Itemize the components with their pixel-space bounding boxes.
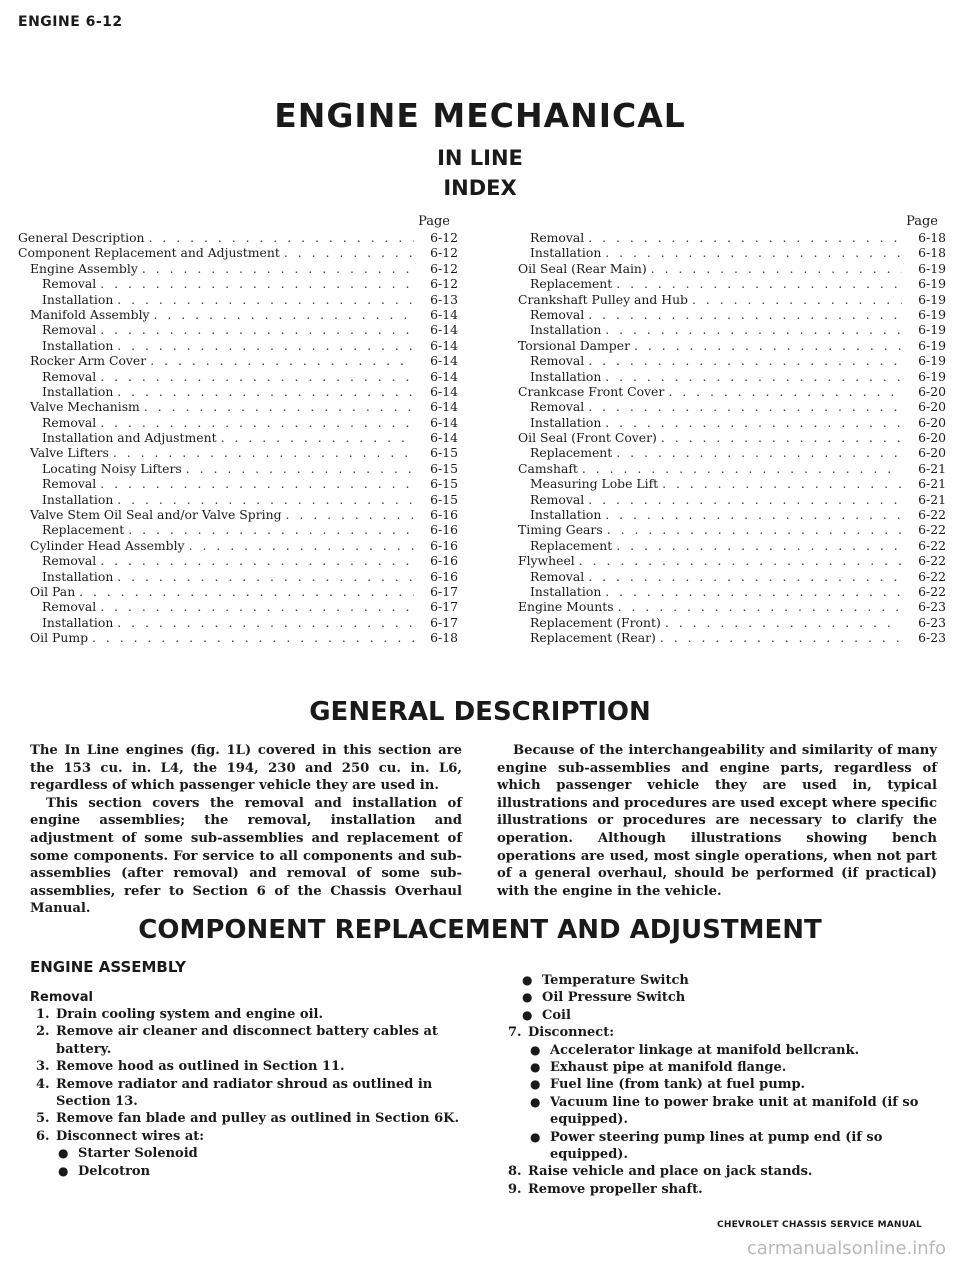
index-entry xyxy=(506,538,946,553)
bullet-icon: ● xyxy=(522,990,533,1005)
leader-dots xyxy=(584,353,902,368)
leader-dots xyxy=(96,369,414,384)
index-entry-page: 6-15 xyxy=(430,445,458,461)
leader-dots xyxy=(113,384,414,399)
index-entry xyxy=(18,384,458,399)
index-entry xyxy=(506,322,946,337)
leader-dots xyxy=(601,584,902,599)
bullet-icon: ● xyxy=(530,1060,541,1075)
removal-heading: Removal xyxy=(30,990,94,1005)
index-entry-page: 6-16 xyxy=(430,568,458,584)
index-entry-page: 6-20 xyxy=(918,430,946,446)
leader-dots xyxy=(217,430,414,445)
index-entry-label: Installation xyxy=(42,383,114,399)
index-entry-label: Removal xyxy=(42,414,97,430)
bullet-icon: ● xyxy=(530,1077,541,1092)
bullet-icon: ● xyxy=(522,1007,533,1022)
index-entry-label: Installation xyxy=(530,322,602,338)
bullet-item xyxy=(508,1042,928,1059)
index-entry-label: Locating Noisy Lifters xyxy=(42,460,182,476)
index-entry-page: 6-14 xyxy=(430,414,458,430)
index-entry-page: 6-19 xyxy=(918,353,946,369)
bullet-item xyxy=(508,972,928,989)
leader-dots xyxy=(146,353,414,368)
index-entry xyxy=(506,492,946,507)
index-entry-label: Installation xyxy=(530,245,602,261)
index-entry-label: Replacement xyxy=(530,276,613,292)
index-entry xyxy=(18,476,458,491)
index-entry-label: Installation xyxy=(530,414,602,430)
index-entry-page: 6-21 xyxy=(918,460,946,476)
index-entry xyxy=(506,245,946,260)
index-entry-label: Replacement (Rear) xyxy=(530,630,656,646)
leader-dots xyxy=(96,276,414,291)
bullet-icon: ● xyxy=(58,1163,69,1178)
index-entry-page: 6-14 xyxy=(430,368,458,384)
paragraph: Because of the interchangeability and similarity of many engine sub-assemblies and engine parts, regardless of which passenger vehicle they are used in, typical illustrations and procedures are used except where specific illustrations or procedures are necessary to clarify the operation. Although illustrations showing bench operations are used, most single operations, when not part of a general overhaul, should be performed (if practical) with the engine in the vehicle. xyxy=(497,743,937,899)
leader-dots xyxy=(96,599,414,614)
index-entry-label: Engine Mounts xyxy=(518,599,614,615)
index-entry-label: Oil Pan xyxy=(30,583,76,599)
page-subtitle: IN LINE xyxy=(437,146,523,170)
bullet-item xyxy=(508,1059,928,1076)
index-entry xyxy=(506,338,946,353)
index-entry xyxy=(506,569,946,584)
index-entry-page: 6-22 xyxy=(918,522,946,538)
index-entry-page: 6-19 xyxy=(918,260,946,276)
index-entry-page: 6-16 xyxy=(430,522,458,538)
index-entry-label: Installation xyxy=(42,491,114,507)
bullet-text: Delcotron xyxy=(78,1163,151,1179)
index-entry xyxy=(506,353,946,368)
step-number: 4. xyxy=(36,1076,50,1092)
index-entry xyxy=(18,369,458,384)
bullet-item xyxy=(508,1129,928,1164)
bullet-icon: ● xyxy=(530,1094,541,1109)
leader-dots xyxy=(578,461,902,476)
leader-dots xyxy=(113,615,414,630)
index-entry xyxy=(506,615,946,630)
leader-dots xyxy=(584,307,902,322)
leader-dots xyxy=(584,230,902,245)
bullet-text: Exhaust pipe at manifold flange. xyxy=(550,1060,787,1076)
index-entry xyxy=(506,445,946,460)
index-entry xyxy=(18,507,458,522)
index-entry xyxy=(506,307,946,322)
watermark: carmanualsonline.info xyxy=(746,1238,946,1259)
index-entry-label: Removal xyxy=(42,368,97,384)
footer-manual-name: CHEVROLET CHASSIS SERVICE MANUAL xyxy=(717,1220,922,1230)
index-entry xyxy=(18,445,458,460)
index-entry-page: 6-22 xyxy=(918,553,946,569)
index-entry-label: General Description xyxy=(18,230,145,245)
leader-dots xyxy=(658,476,902,491)
step-text: Raise vehicle and place on jack stands. xyxy=(528,1164,813,1180)
removal-steps-left xyxy=(36,1006,466,1180)
index-entry-label: Removal xyxy=(42,553,97,569)
index-entry-label: Valve Mechanism xyxy=(30,399,140,415)
step-text: Disconnect wires at: xyxy=(56,1128,205,1144)
index-entry xyxy=(18,307,458,322)
leader-dots xyxy=(96,415,414,430)
index-entry-page: 6-12 xyxy=(430,230,458,245)
index-entry xyxy=(506,430,946,445)
index-entry-label: Removal xyxy=(42,276,97,292)
leader-dots xyxy=(282,507,415,522)
index-entry-page: 6-16 xyxy=(430,507,458,523)
index-entry xyxy=(18,599,458,614)
leader-dots xyxy=(612,538,902,553)
step-number: 3. xyxy=(36,1059,50,1075)
index-entry xyxy=(506,553,946,568)
index-entry-label: Installation xyxy=(42,337,114,353)
index-entry xyxy=(506,630,946,645)
index-entry-page: 6-19 xyxy=(918,337,946,353)
leader-dots xyxy=(584,492,902,507)
leader-dots xyxy=(575,553,902,568)
leader-dots xyxy=(584,399,902,414)
index-entry-page: 6-12 xyxy=(430,260,458,276)
index-entry-label: Camshaft xyxy=(518,460,578,476)
index-entry-page: 6-21 xyxy=(918,476,946,492)
index-entry-label: Crankcase Front Cover xyxy=(518,383,665,399)
index-entry-page: 6-14 xyxy=(430,306,458,322)
leader-dots xyxy=(182,461,414,476)
step-text: Remove propeller shaft. xyxy=(528,1181,703,1197)
step xyxy=(36,1023,466,1058)
step-text: Disconnect: xyxy=(528,1025,615,1041)
leader-dots xyxy=(647,261,902,276)
step-number: 7. xyxy=(508,1025,522,1041)
index-entry-label: Torsional Damper xyxy=(518,337,630,353)
index-entry xyxy=(18,553,458,568)
index-entry-page: 6-14 xyxy=(430,353,458,369)
bullet-text: Fuel line (from tank) at fuel pump. xyxy=(550,1077,806,1093)
step xyxy=(508,1181,928,1198)
leader-dots xyxy=(113,492,414,507)
step-text: Drain cooling system and engine oil. xyxy=(56,1007,323,1022)
index-entry-label: Rocker Arm Cover xyxy=(30,353,147,369)
bullet-item xyxy=(36,1163,466,1180)
index-entry-page: 6-16 xyxy=(430,553,458,569)
index-entry-label: Manifold Assembly xyxy=(30,306,150,322)
bullet-icon: ● xyxy=(522,973,533,987)
bullet-icon: ● xyxy=(58,1146,69,1161)
index-entry-page: 6-20 xyxy=(918,414,946,430)
index-entry-page: 6-19 xyxy=(918,291,946,307)
step xyxy=(36,1110,466,1127)
index-entry-label: Measuring Lobe Lift xyxy=(530,476,659,492)
leader-dots xyxy=(109,445,414,460)
paragraph: This section covers the removal and installation of engine assemblies; the removal, installation and adjustment of some sub-assemblies and replacement of some components. For service to all components and sub-assemblies (after removal) and removal of some sub-assemblies, refer to Section 6 of the Chassis Overhaul Manual. xyxy=(30,795,462,917)
bullet-item xyxy=(508,989,928,1006)
leader-dots xyxy=(612,445,902,460)
index-entry xyxy=(18,569,458,584)
index-entry xyxy=(18,630,458,645)
index-entry xyxy=(18,522,458,537)
index-entry xyxy=(506,461,946,476)
index-entry-label: Removal xyxy=(530,353,585,369)
bullet-text: Starter Solenoid xyxy=(78,1146,198,1162)
index-entry-label: Removal xyxy=(42,476,97,492)
index-entry-label: Installation xyxy=(42,291,114,307)
step-text: Remove hood as outlined in Section 11. xyxy=(56,1059,345,1075)
general-description-left xyxy=(30,742,462,918)
leader-dots xyxy=(601,369,902,384)
index-entry-label: Installation xyxy=(42,568,114,584)
index-heading: INDEX xyxy=(443,176,517,200)
bullet-text: Oil Pressure Switch xyxy=(542,990,686,1006)
leader-dots xyxy=(601,507,902,522)
step xyxy=(36,1006,466,1023)
index-entry-label: Oil Seal (Rear Main) xyxy=(518,260,647,276)
index-entry xyxy=(18,322,458,337)
index-entry-label: Replacement xyxy=(530,445,613,461)
leader-dots xyxy=(601,245,902,260)
leader-dots xyxy=(96,476,414,491)
index-entry-label: Flywheel xyxy=(518,553,575,569)
index-entry xyxy=(18,245,458,260)
index-entry-page: 6-14 xyxy=(430,383,458,399)
bullet-item xyxy=(36,1145,466,1162)
leader-dots xyxy=(601,415,902,430)
index-entry-page: 6-15 xyxy=(430,476,458,492)
index-entry-page: 6-14 xyxy=(430,430,458,446)
leader-dots xyxy=(584,569,902,584)
leader-dots xyxy=(661,615,902,630)
step xyxy=(36,1058,466,1075)
index-entry-page: 6-14 xyxy=(430,322,458,338)
page-header: ENGINE 6-12 xyxy=(18,14,123,30)
index-entry xyxy=(506,399,946,414)
index-entry-label: Installation xyxy=(530,507,602,523)
leader-dots xyxy=(138,261,414,276)
index-entry-page: 6-19 xyxy=(918,322,946,338)
index-entry-label: Crankshaft Pulley and Hub xyxy=(518,291,688,307)
index-entry-page: 6-15 xyxy=(430,491,458,507)
index-entry-label: Removal xyxy=(530,491,585,507)
leader-dots xyxy=(185,538,414,553)
index-entry-page: 6-14 xyxy=(430,399,458,415)
component-replacement-heading: COMPONENT REPLACEMENT AND ADJUSTMENT xyxy=(138,915,822,945)
index-entry-page: 6-17 xyxy=(430,614,458,630)
bullet-text: Temperature Switch xyxy=(542,973,689,988)
index-entry xyxy=(18,292,458,307)
engine-assembly-heading: ENGINE ASSEMBLY xyxy=(30,958,186,976)
general-description-right xyxy=(497,742,937,900)
leader-dots xyxy=(656,630,902,645)
general-description-heading: GENERAL DESCRIPTION xyxy=(309,697,651,727)
index-entry xyxy=(18,276,458,291)
step xyxy=(36,1076,466,1111)
index-entry-page: 6-20 xyxy=(918,445,946,461)
index-entry-page: 6-22 xyxy=(918,537,946,553)
index-entry xyxy=(18,538,458,553)
index-page-heading: Page xyxy=(418,214,450,229)
index-entry xyxy=(506,369,946,384)
bullet-text: Power steering pump lines at pump end (if so equipped). xyxy=(550,1129,883,1163)
index-entry xyxy=(18,230,458,245)
leader-dots xyxy=(113,569,414,584)
leader-dots xyxy=(113,338,414,353)
index-entry xyxy=(506,230,946,245)
index-entry-page: 6-18 xyxy=(918,245,946,261)
index-entry-label: Removal xyxy=(530,306,585,322)
index-entry-page: 6-22 xyxy=(918,568,946,584)
bullet-item xyxy=(508,1094,928,1129)
index-entry-page: 6-19 xyxy=(918,306,946,322)
index-column-left xyxy=(18,214,458,646)
bullet-icon: ● xyxy=(530,1042,541,1057)
step-text: Remove radiator and radiator shroud as outlined in Section 13. xyxy=(56,1076,433,1110)
index-entry xyxy=(18,430,458,445)
index-entry-page: 6-23 xyxy=(918,614,946,630)
index-entry-label: Timing Gears xyxy=(518,522,603,538)
step-text: Remove fan blade and pulley as outlined in Section 6K. xyxy=(56,1111,460,1127)
index-entry xyxy=(18,353,458,368)
step-number: 9. xyxy=(508,1181,522,1197)
bullet-text: Coil xyxy=(542,1007,571,1023)
index-entry xyxy=(506,261,946,276)
index-entry xyxy=(18,584,458,599)
paragraph: The In Line engines (fig. 1L) covered in this section are the 153 cu. in. L4, the 194, 230 and 250 cu. in. L6, regardless of which passenger vehicle they are used in. xyxy=(30,743,462,794)
step-number: 2. xyxy=(36,1024,50,1040)
index-entry xyxy=(506,507,946,522)
index-entry xyxy=(506,584,946,599)
index-entry-label: Oil Seal (Front Cover) xyxy=(518,430,657,446)
index-entry-page: 6-13 xyxy=(430,291,458,307)
leader-dots xyxy=(630,338,902,353)
index-entry xyxy=(18,492,458,507)
index-entry-page: 6-19 xyxy=(918,368,946,384)
index-entry-label: Engine Assembly xyxy=(30,260,138,276)
index-entry xyxy=(506,522,946,537)
leader-dots xyxy=(688,292,902,307)
index-entry-page: 6-22 xyxy=(918,583,946,599)
leader-dots xyxy=(664,384,902,399)
index-entry xyxy=(18,415,458,430)
index-column-right xyxy=(506,214,946,646)
leader-dots xyxy=(280,245,414,260)
index-entry xyxy=(18,261,458,276)
index-entry-page: 6-12 xyxy=(430,276,458,292)
step xyxy=(36,1128,466,1145)
step-number: 6. xyxy=(36,1128,50,1144)
leader-dots xyxy=(145,230,414,245)
index-entry xyxy=(506,292,946,307)
leader-dots xyxy=(612,276,902,291)
step-number: 8. xyxy=(508,1164,522,1180)
index-entry-page: 6-15 xyxy=(430,460,458,476)
index-entry-label: Replacement (Front) xyxy=(530,614,661,630)
index-entry-page: 6-19 xyxy=(918,276,946,292)
index-entry-label: Replacement xyxy=(42,522,125,538)
index-entry-label: Cylinder Head Assembly xyxy=(30,537,185,553)
index-entry-page: 6-17 xyxy=(430,583,458,599)
leader-dots xyxy=(88,630,414,645)
index-entry xyxy=(18,399,458,414)
index-entry-label: Removal xyxy=(42,599,97,615)
index-entry xyxy=(506,276,946,291)
leader-dots xyxy=(657,430,902,445)
index-entry-page: 6-23 xyxy=(918,599,946,615)
index-entry-label: Installation and Adjustment xyxy=(42,430,217,446)
leader-dots xyxy=(601,322,902,337)
index-entry-label: Replacement xyxy=(530,537,613,553)
leader-dots xyxy=(150,307,414,322)
index-entry xyxy=(506,384,946,399)
index-entry-label: Removal xyxy=(530,399,585,415)
step-text: Remove air cleaner and disconnect battery cables at battery. xyxy=(56,1024,438,1057)
index-entry xyxy=(18,615,458,630)
index-entry-page: 6-17 xyxy=(430,599,458,615)
index-entry-page: 6-16 xyxy=(430,537,458,553)
index-entry-page: 6-21 xyxy=(918,491,946,507)
bullet-item xyxy=(508,1076,928,1093)
index-entry-page: 6-20 xyxy=(918,399,946,415)
bullet-item xyxy=(508,1007,928,1024)
step-number: 1. xyxy=(36,1007,50,1022)
index-entry xyxy=(506,599,946,614)
index-entry-page: 6-23 xyxy=(918,630,946,646)
leader-dots xyxy=(75,584,414,599)
index-entry-label: Valve Stem Oil Seal and/or Valve Spring xyxy=(30,507,282,523)
leader-dots xyxy=(140,399,414,414)
index-entry-page: 6-22 xyxy=(918,507,946,523)
index-page-heading: Page xyxy=(906,214,938,229)
index-entry-label: Installation xyxy=(530,368,602,384)
step xyxy=(508,1163,928,1180)
index-entry-label: Oil Pump xyxy=(30,630,89,646)
removal-steps-right xyxy=(508,972,928,1198)
index-entry-page: 6-14 xyxy=(430,337,458,353)
page-title: ENGINE MECHANICAL xyxy=(274,96,686,135)
index-entry-label: Component Replacement and Adjustment xyxy=(18,245,280,261)
leader-dots xyxy=(96,322,414,337)
step xyxy=(508,1024,928,1041)
index-entry-page: 6-20 xyxy=(918,383,946,399)
bullet-text: Accelerator linkage at manifold bellcrank. xyxy=(550,1042,860,1058)
bullet-icon: ● xyxy=(530,1129,541,1144)
index-entry xyxy=(506,476,946,491)
leader-dots xyxy=(113,292,414,307)
index-entry xyxy=(18,338,458,353)
index-entry-label: Installation xyxy=(530,583,602,599)
leader-dots xyxy=(124,522,414,537)
index-entry xyxy=(506,415,946,430)
index-entry-label: Installation xyxy=(42,614,114,630)
index-entry-label: Removal xyxy=(530,568,585,584)
index-entry-label: Valve Lifters xyxy=(30,445,109,461)
index-entry-page: 6-18 xyxy=(918,230,946,245)
index-entry-label: Removal xyxy=(530,230,585,245)
step-number: 5. xyxy=(36,1111,50,1127)
bullet-text: Vacuum line to power brake unit at manifold (if so equipped). xyxy=(550,1094,919,1128)
index-entry-page: 6-12 xyxy=(430,245,458,261)
index-entry-page: 6-18 xyxy=(430,630,458,646)
leader-dots xyxy=(614,599,902,614)
index-entry xyxy=(18,461,458,476)
leader-dots xyxy=(96,553,414,568)
leader-dots xyxy=(603,522,902,537)
index-entry-label: Removal xyxy=(42,322,97,338)
